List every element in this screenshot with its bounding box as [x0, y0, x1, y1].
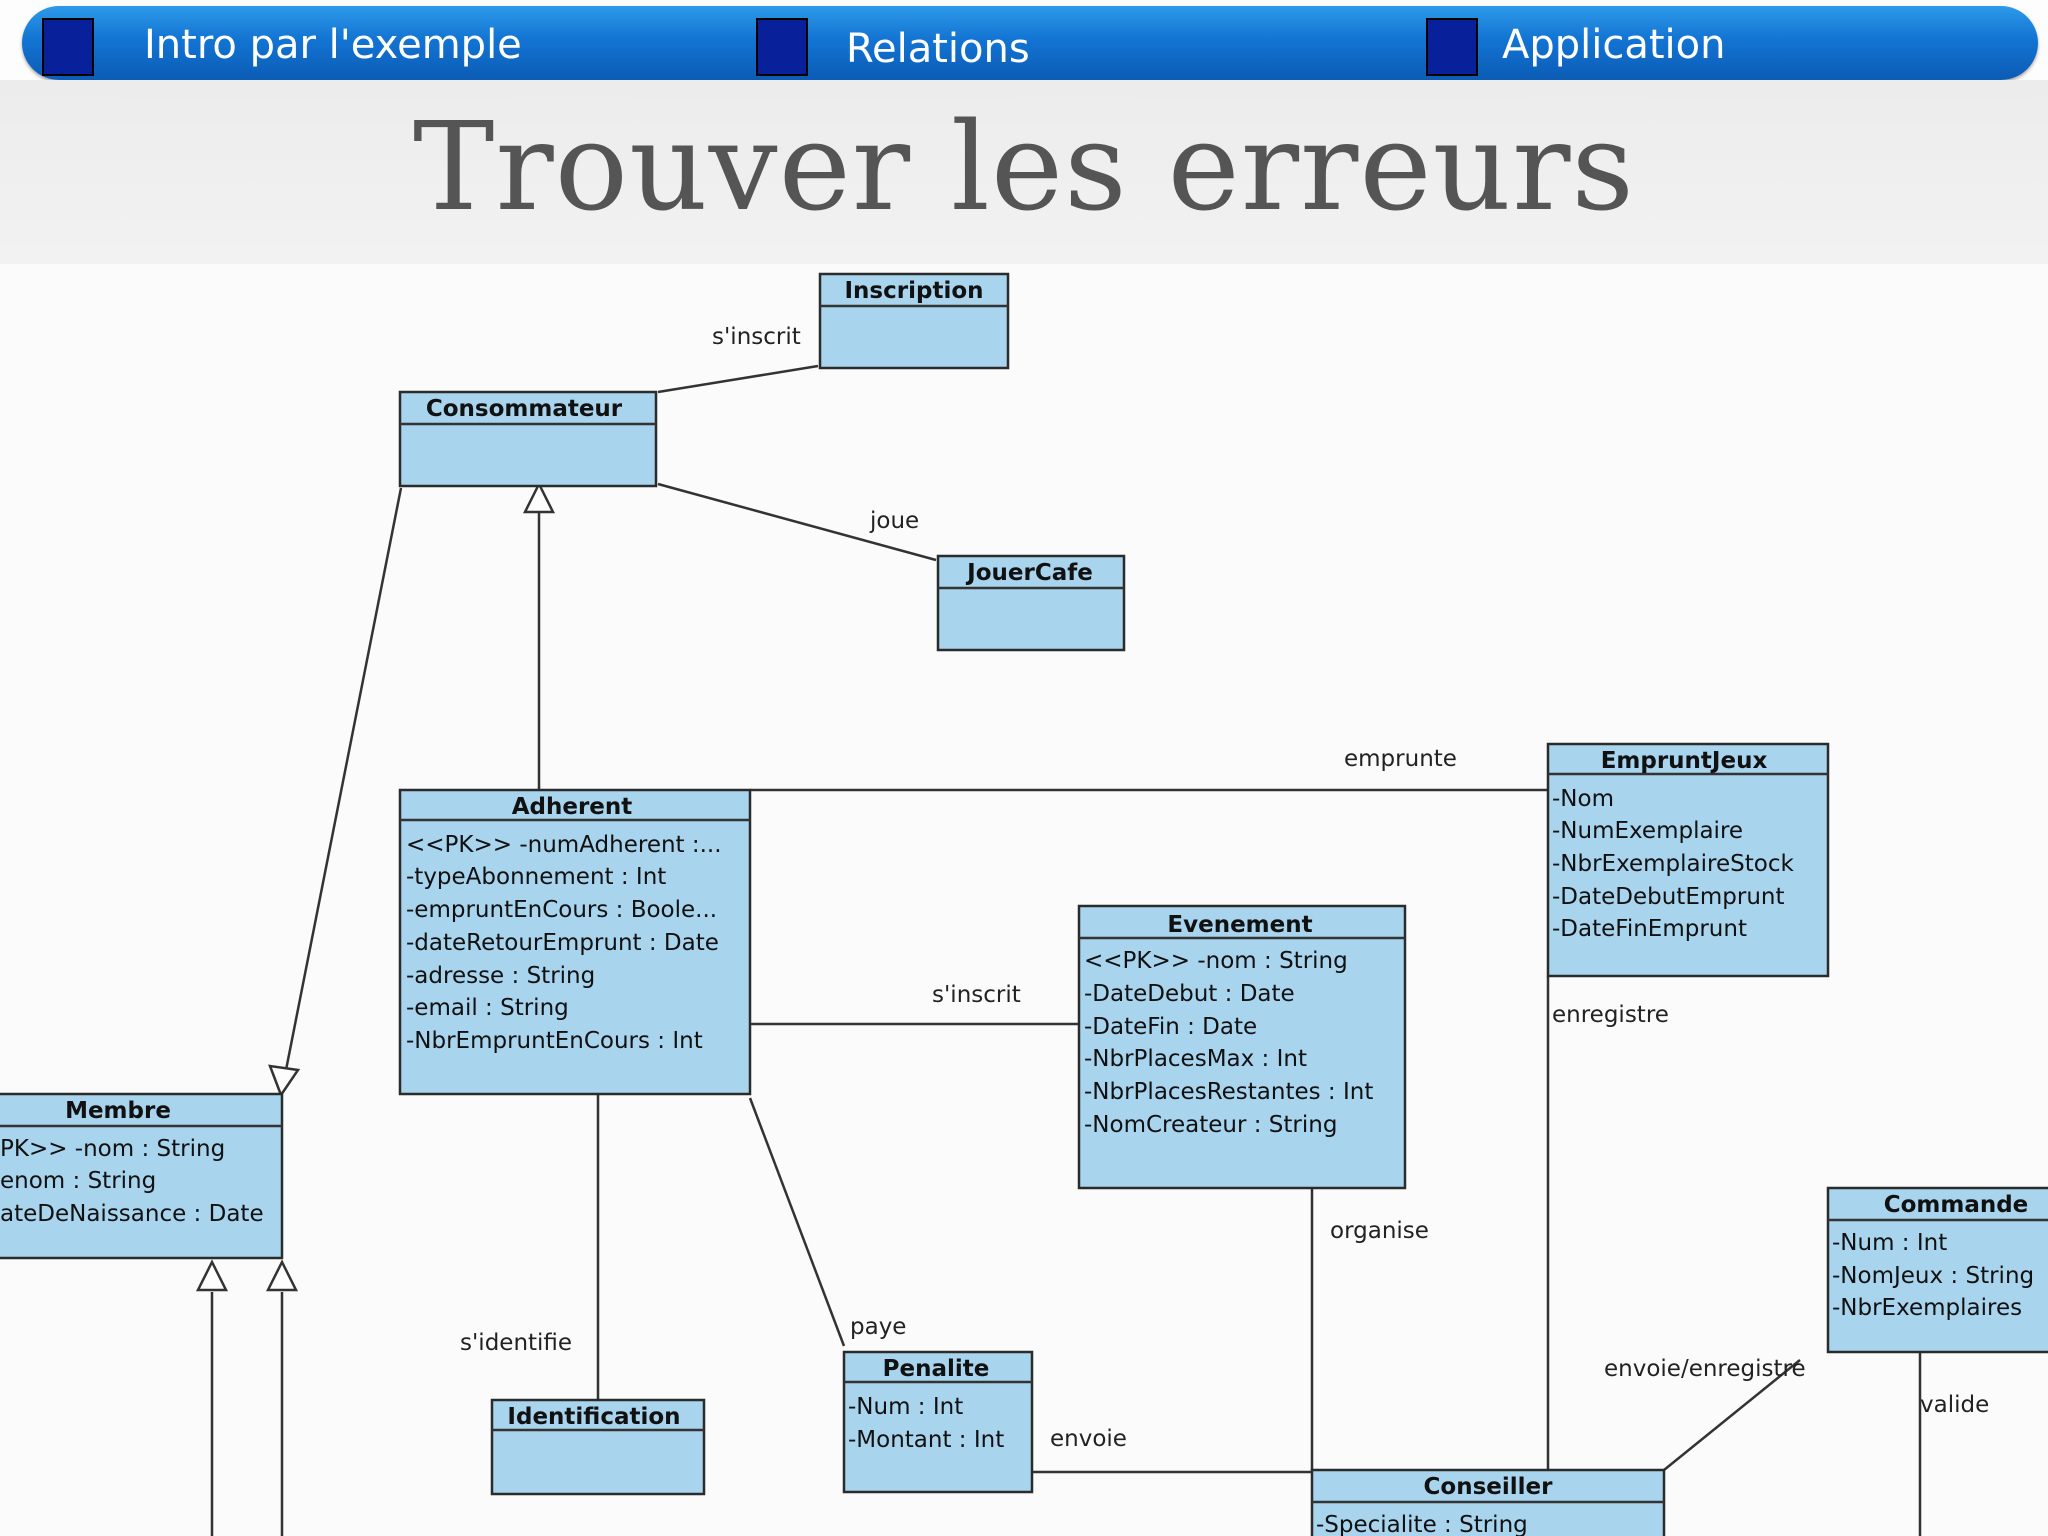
class-adherent[interactable]: [400, 790, 750, 1094]
nav-item-application[interactable]: Application: [1502, 22, 1726, 68]
class-name: EmpruntJeux: [1600, 748, 1768, 774]
inheritance-arrow-icon: [198, 1262, 226, 1290]
class-attribute: -DateDebut : Date: [1084, 981, 1295, 1007]
class-attribute: enom : String: [0, 1168, 157, 1194]
class-consommateur[interactable]: [400, 392, 656, 486]
class-name: JouerCafe: [967, 560, 1093, 586]
class-commande[interactable]: [1828, 1188, 2048, 1352]
class-name: Membre: [65, 1098, 171, 1124]
class-attribute: -Nom: [1552, 786, 1614, 812]
assoc-label: joue: [870, 508, 920, 534]
class-attribute: -NbrPlacesRestantes : Int: [1084, 1079, 1374, 1105]
nav-bar: [22, 6, 2038, 80]
inheritance-arrow-icon: [268, 1262, 296, 1290]
class-attribute: -empruntEnCours : Boole...: [406, 897, 718, 923]
slide-title: Trouver les erreurs: [412, 96, 1636, 238]
class-name: Identification: [507, 1404, 681, 1430]
class-name: Consommateur: [425, 396, 623, 422]
class-identification[interactable]: [492, 1400, 704, 1494]
class-conseiller[interactable]: [1312, 1470, 1664, 1536]
class-attribute: -dateRetourEmprunt : Date: [406, 930, 719, 956]
class-attribute: ateDeNaissance : Date: [0, 1201, 264, 1227]
class-penalite[interactable]: [844, 1352, 1032, 1492]
assoc-label: envoie/enregistre: [1604, 1356, 1806, 1382]
assoc-label: paye: [850, 1314, 907, 1340]
class-attribute: -NbrExemplaires: [1832, 1295, 2023, 1321]
assoc-label: valide: [1920, 1392, 1990, 1418]
assoc-label: s'inscrit: [712, 324, 801, 350]
class-name: Commande: [1883, 1192, 2029, 1218]
uml-class-diagram: [0, 264, 2048, 1536]
assoc-line-paye: [750, 1098, 844, 1346]
class-name: Inscription: [844, 278, 984, 304]
class-attribute: -email : String: [406, 995, 569, 1021]
nav-item-relations[interactable]: Relations: [846, 26, 1030, 72]
assoc-label: emprunte: [1344, 746, 1457, 772]
class-attribute: -NbrEmpruntEnCours : Int: [406, 1028, 703, 1054]
class-attribute: -Num : Int: [848, 1394, 964, 1420]
class-membre[interactable]: [0, 1094, 282, 1258]
class-attribute: -NbrPlacesMax : Int: [1084, 1046, 1307, 1072]
assoc-label: s'identifie: [460, 1330, 573, 1356]
nav-section-marker-icon[interactable]: [756, 18, 808, 76]
class-jouercafe[interactable]: [938, 556, 1124, 650]
class-attribute: -NomCreateur : String: [1084, 1112, 1338, 1138]
inheritance-arrow-icon: [525, 484, 553, 512]
nav-section-marker-icon[interactable]: [1426, 18, 1478, 76]
class-attribute: -typeAbonnement : Int: [406, 864, 667, 890]
inheritance-line-membre: [286, 488, 401, 1070]
class-attribute: -NomJeux : String: [1832, 1263, 2035, 1289]
diagram-canvas: [0, 264, 2048, 1536]
class-attribute: -Montant : Int: [848, 1427, 1005, 1453]
class-attribute: -NumExemplaire: [1552, 818, 1744, 844]
nav-section-marker-icon[interactable]: [42, 18, 94, 76]
class-attribute: -adresse : String: [406, 963, 596, 989]
inheritance-arrow-icon: [270, 1066, 298, 1095]
assoc-line-sinscrit: [658, 366, 818, 392]
class-attribute: <<PK>> -nom : String: [1084, 948, 1348, 974]
class-attribute: <<PK>> -numAdherent :...: [406, 832, 722, 858]
assoc-label: envoie: [1050, 1426, 1127, 1452]
class-attribute: -Specialite : String: [1316, 1512, 1528, 1536]
class-name: Evenement: [1167, 912, 1313, 938]
class-attribute: -DateDebutEmprunt: [1552, 884, 1785, 910]
class-attribute: -DateFinEmprunt: [1552, 916, 1747, 942]
class-name: Penalite: [882, 1356, 990, 1382]
class-inscription[interactable]: [820, 274, 1008, 368]
class-attribute: -DateFin : Date: [1084, 1014, 1258, 1040]
assoc-label: enregistre: [1552, 1002, 1669, 1028]
assoc-label: organise: [1330, 1218, 1429, 1244]
class-attribute: -NbrExemplaireStock: [1552, 851, 1794, 877]
class-name: Conseiller: [1423, 1474, 1553, 1500]
class-empruntjeux[interactable]: [1548, 744, 1828, 976]
class-evenement[interactable]: [1079, 906, 1405, 1188]
class-attribute: -Num : Int: [1832, 1230, 1948, 1256]
nav-item-intro[interactable]: Intro par l'exemple: [144, 22, 522, 68]
assoc-label: s'inscrit: [932, 982, 1021, 1008]
class-name: Adherent: [511, 794, 633, 820]
class-attribute: PK>> -nom : String: [0, 1136, 226, 1162]
